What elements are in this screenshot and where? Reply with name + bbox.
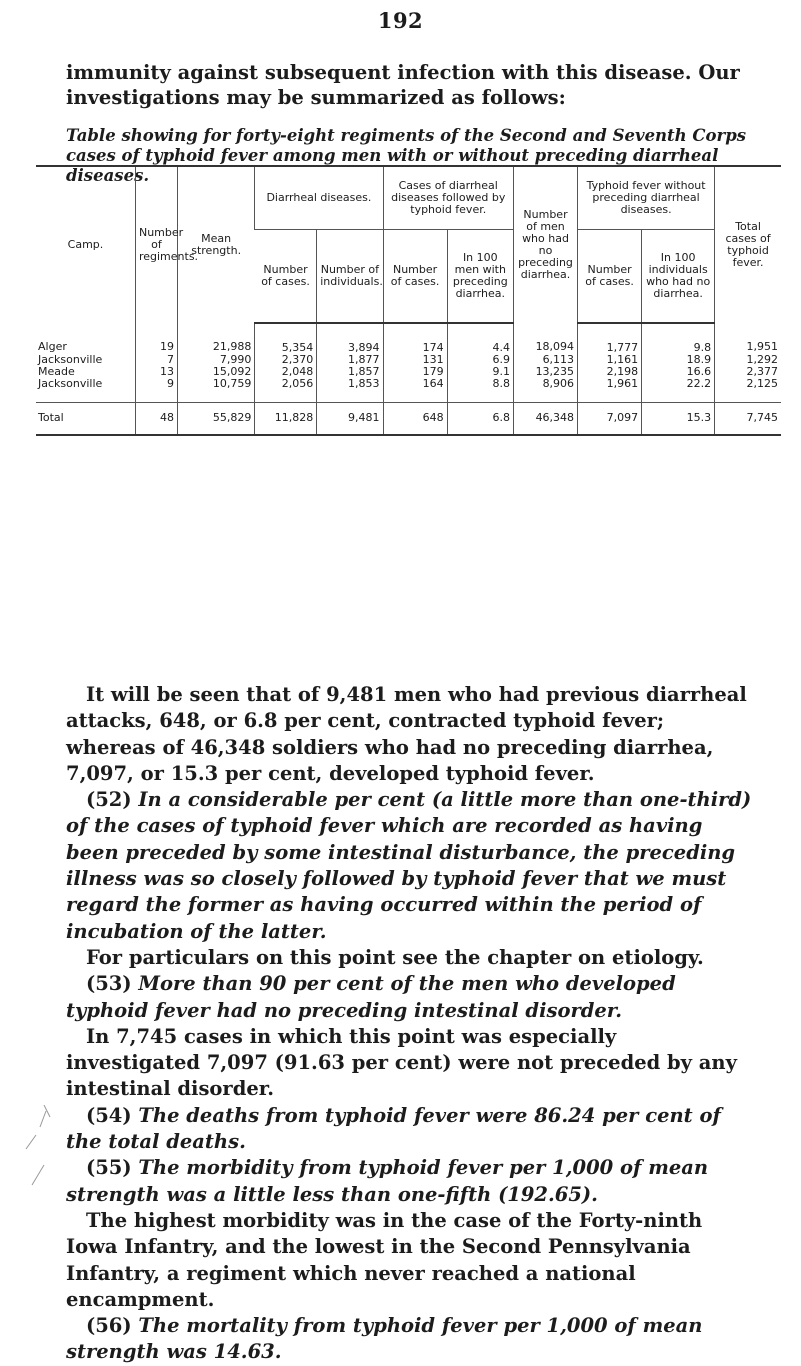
- header-without-cases: Number of cases.: [578, 230, 642, 324]
- conclusion-number: (56): [86, 1314, 132, 1338]
- header-diarrheal-individuals: Number of individuals.: [317, 230, 383, 324]
- conclusion-56: [66, 1313, 756, 1366]
- cell-regiments: 9: [135, 378, 177, 403]
- cell-without-cases: 1,161: [578, 354, 642, 366]
- cell-diarrheal-individuals: 1,877: [317, 354, 383, 366]
- conclusion-number: (53): [86, 972, 132, 996]
- conclusion-number: (54): [86, 1103, 132, 1127]
- conclusion-55: [66, 1155, 756, 1208]
- cell-mean-strength: 15,092: [177, 366, 254, 378]
- conclusion-52: [66, 787, 756, 945]
- cell-followed-per100: 8.8: [447, 378, 513, 403]
- cell-no-preceding: 13,235: [513, 366, 577, 378]
- cell-without-per100: 22.2: [642, 378, 715, 403]
- conclusion-text: The deaths from typhoid fever were 86.24 per cent of the total deaths.: [66, 1103, 721, 1154]
- cell-followed-per100: 6.9: [447, 354, 513, 366]
- cell-mean-strength: 21,988: [177, 323, 254, 354]
- cell-without-cases: 1,961: [578, 378, 642, 403]
- header-diarrheal-cases: Number of cases.: [255, 230, 317, 324]
- paragraph-summary: It will be seen that of 9,481 men who had previous diarrheal attacks, 648, or 6.8 per cent, contracted typhoid fever; whereas of 46,348 soldiers who had no preceding diarrhea, 7,097, or 15.3 per cent, developed typhoid fever.: [66, 683, 747, 785]
- cell-no-preceding: 6,113: [513, 354, 577, 366]
- cell-without-per100: 18.9: [642, 354, 715, 366]
- paragraph-etiology-note: For particulars on this point see the chapter on etiology.: [86, 945, 704, 969]
- cell-mean-strength: 7,990: [177, 354, 254, 366]
- cell-diarrheal-cases: 2,048: [255, 366, 317, 378]
- conclusion-text: In a considerable per cent (a little more than one-third) of the cases of typhoid fever which are recorded as having been preceded by some intestinal disturbance, the preceding illness was so closely followed by typhoid fever that we must regard the former as having occurred within the period of incubation of the latter.: [66, 788, 752, 943]
- conclusion-number: (55): [86, 1156, 132, 1180]
- cell-diarrheal-individuals: 9,481: [317, 403, 383, 436]
- cell-total-typhoid: 7,745: [715, 403, 781, 436]
- table-row: [36, 378, 781, 403]
- cell-without-per100: 15.3: [642, 403, 715, 436]
- cell-diarrheal-individuals: 3,894: [317, 323, 383, 354]
- page-number: 192: [377, 8, 424, 33]
- header-without-preceding: Typhoid fever without preceding diarrheal diseases.: [578, 166, 715, 230]
- cell-camp: Meade: [38, 365, 75, 378]
- cell-camp: Total: [36, 403, 135, 436]
- header-total-typhoid: Total cases of typhoid fever.: [715, 166, 781, 323]
- cell-followed-cases: 131: [383, 354, 447, 366]
- cell-total-typhoid: 1,292: [715, 354, 781, 366]
- cell-camp: Jacksonville: [38, 377, 103, 390]
- cell-without-per100: 9.8: [642, 323, 715, 354]
- cell-diarrheal-cases: 5,354: [255, 323, 317, 354]
- table-row: [36, 354, 781, 366]
- cell-total-typhoid: 2,125: [715, 378, 781, 403]
- cell-regiments: 13: [135, 366, 177, 378]
- cell-diarrheal-cases: 11,828: [255, 403, 317, 436]
- table-row: [36, 323, 781, 354]
- header-regiments: Number of regiments.: [135, 166, 177, 323]
- paragraph-investigated: In 7,745 cases in which this point was especially investigated 7,097 (91.63 per cent) were not preceded by any intestinal disorder.: [66, 1024, 737, 1101]
- cell-followed-cases: 174: [383, 323, 447, 354]
- conclusion-text: More than 90 per cent of the men who developed typhoid fever had no preceding intestinal disorder.: [66, 972, 676, 1022]
- cell-diarrheal-cases: 2,370: [255, 354, 317, 366]
- conclusion-text: The morbidity from typhoid fever per 1,000 of mean strength was a little less than one-fifth (192.65).: [66, 1156, 709, 1206]
- cell-regiments: 48: [135, 403, 177, 436]
- header-mean-strength: Mean strength.: [177, 166, 254, 323]
- cell-total-typhoid: 2,377: [715, 366, 781, 378]
- cell-followed-cases: 179: [383, 366, 447, 378]
- cell-camp: Jacksonville: [38, 353, 103, 366]
- cell-regiments: 7: [135, 354, 177, 366]
- cell-mean-strength: 10,759: [177, 378, 254, 403]
- cell-mean-strength: 55,829: [177, 403, 254, 436]
- cell-followed-per100: 9.1: [447, 366, 513, 378]
- cell-diarrheal-individuals: 1,853: [317, 378, 383, 403]
- cell-no-preceding: 8,906: [513, 378, 577, 403]
- typhoid-table-container: [36, 165, 781, 436]
- table-row: [36, 366, 781, 378]
- cell-followed-cases: 648: [383, 403, 447, 436]
- cell-followed-cases: 164: [383, 378, 447, 403]
- header-camp: Camp.: [36, 166, 135, 323]
- cell-without-cases: 1,777: [578, 323, 642, 354]
- cell-no-preceding: 46,348: [513, 403, 577, 436]
- header-no-preceding: Number of men who had no preceding diarrhea.: [513, 166, 577, 323]
- cell-total-typhoid: 1,951: [715, 323, 781, 354]
- header-followed-cases: Number of cases.: [383, 230, 447, 324]
- paragraph-morbidity: The highest morbidity was in the case of the Forty-ninth Iowa Infantry, and the lowest in the Second Pennsylvania Infantry, a regiment which never reached a national encampment.: [66, 1208, 703, 1311]
- cell-regiments: 19: [135, 323, 177, 354]
- conclusion-54: [66, 1103, 756, 1156]
- conclusion-text: The mortality from typhoid fever per 1,000 of mean strength was 14.63.: [66, 1314, 703, 1364]
- cell-camp: Alger: [38, 340, 67, 353]
- conclusion-53: [66, 971, 756, 1024]
- cell-without-cases: 7,097: [578, 403, 642, 436]
- margin-pencil-mark: [14, 1105, 54, 1225]
- header-followed-by-typhoid: Cases of diarrheal diseases followed by typhoid fever.: [383, 166, 513, 230]
- header-followed-per100: In 100 men with preceding diarrhea.: [447, 230, 513, 324]
- cell-diarrheal-individuals: 1,857: [317, 366, 383, 378]
- cell-no-preceding: 18,094: [513, 323, 577, 354]
- body-text: [66, 682, 756, 1366]
- cell-followed-per100: 4.4: [447, 323, 513, 354]
- header-diarrheal-diseases: Diarrheal diseases.: [255, 166, 383, 230]
- cell-without-cases: 2,198: [578, 366, 642, 378]
- typhoid-table: [36, 165, 781, 436]
- table-total-row: [36, 403, 781, 436]
- header-without-per100: In 100 individuals who had no diarrhea.: [642, 230, 715, 324]
- intro-paragraph: immunity against subsequent infection with this disease. Our investigations may be summarized as follows:: [66, 61, 740, 109]
- cell-followed-per100: 6.8: [447, 403, 513, 436]
- cell-diarrheal-cases: 2,056: [255, 378, 317, 403]
- conclusion-number: (52): [86, 788, 132, 812]
- cell-without-per100: 16.6: [642, 366, 715, 378]
- table-caption: Table showing for forty-eight regiments of the Second and Seventh Corps cases of typhoid fever among men with or without preceding diarrheal diseases.: [66, 126, 747, 185]
